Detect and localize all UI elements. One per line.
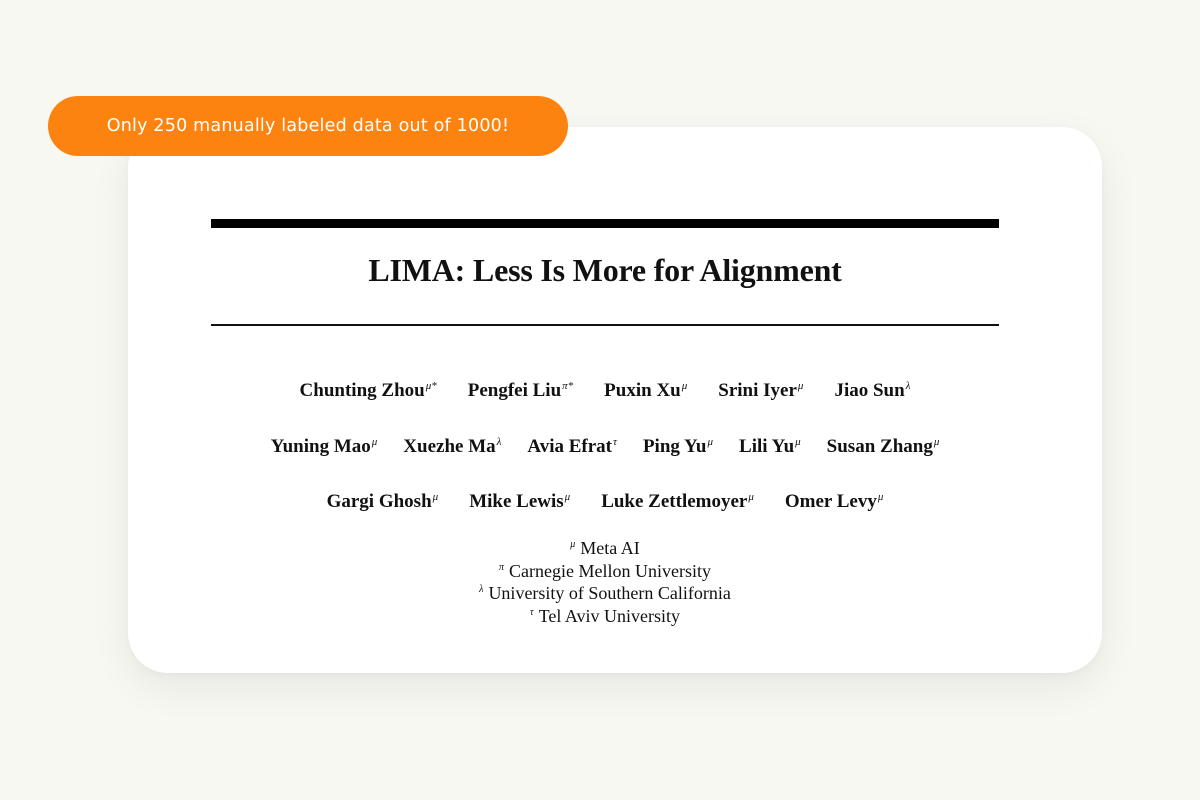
author-name: Avia Efrat	[527, 436, 613, 457]
author	[327, 491, 439, 513]
author-name: Chunting Zhou	[299, 380, 425, 401]
author-name: Luke Zettlemoyer	[601, 491, 748, 512]
author	[739, 436, 801, 458]
author-marks: τ	[613, 436, 617, 448]
author-marks: μ*	[425, 380, 437, 392]
author	[403, 436, 501, 458]
author	[718, 380, 803, 402]
author	[300, 380, 437, 402]
author-marks: λ	[905, 380, 911, 392]
author-name: Puxin Xu	[604, 380, 681, 401]
author	[601, 491, 754, 513]
author-marks: μ	[933, 436, 940, 448]
author-name: Yuning Mao	[270, 436, 371, 457]
affiliation	[211, 582, 999, 605]
affiliation	[211, 605, 999, 628]
affiliation-mark: μ	[570, 539, 576, 550]
author-name: Xuezhe Ma	[403, 436, 496, 457]
affiliation-mark: π	[499, 561, 505, 573]
author-marks: μ	[707, 436, 714, 448]
author-marks: μ	[797, 380, 804, 392]
callout-text: Only 250 manually labeled data out of 1000!	[106, 116, 510, 136]
author-marks: π*	[562, 380, 574, 392]
author-row-2	[150, 436, 1060, 458]
affiliation-mark: λ	[479, 584, 484, 595]
author-name: Ping Yu	[642, 436, 707, 457]
author-marks: μ	[748, 491, 754, 503]
author	[271, 436, 378, 458]
author-marks: μ	[795, 436, 801, 448]
author-name: Srini Iyer	[718, 380, 797, 401]
author-marks: μ	[564, 491, 571, 503]
author-name: Susan Zhang	[826, 436, 933, 457]
author-marks: μ	[432, 491, 439, 503]
paper-title: LIMA: Less Is More for Alignment	[368, 252, 842, 288]
affiliation	[211, 537, 999, 560]
affiliations	[211, 537, 999, 627]
affiliation	[211, 560, 999, 583]
affiliation-mark: τ	[530, 606, 534, 618]
author-marks: μ	[681, 380, 688, 392]
affiliation-name: Meta AI	[580, 538, 640, 558]
affiliation-name: Carnegie Mellon University	[509, 560, 711, 581]
author	[827, 436, 940, 458]
author	[468, 380, 573, 402]
author	[604, 380, 687, 402]
title-bottom-rule	[211, 324, 999, 326]
author-row-1	[150, 380, 1060, 402]
author-name: Jiao Sun	[834, 380, 905, 401]
author-name: Gargi Ghosh	[326, 491, 432, 512]
affiliation-name: Tel Aviv University	[538, 605, 680, 626]
author-marks: μ	[877, 491, 884, 503]
author-name: Omer Levy	[784, 491, 877, 512]
author-marks: μ	[371, 436, 378, 448]
author-name: Mike Lewis	[469, 491, 564, 512]
author	[469, 491, 570, 513]
author	[834, 380, 910, 402]
author-name: Pengfei Liu	[467, 380, 562, 401]
author	[527, 436, 617, 458]
title-top-rule	[211, 219, 999, 228]
affiliation-name: University of Southern California	[488, 583, 731, 603]
author	[785, 491, 884, 513]
author-row-3	[150, 491, 1060, 513]
author-marks: λ	[496, 436, 502, 448]
author-name: Lili Yu	[739, 436, 795, 457]
author	[643, 436, 713, 458]
callout-badge	[48, 96, 568, 156]
